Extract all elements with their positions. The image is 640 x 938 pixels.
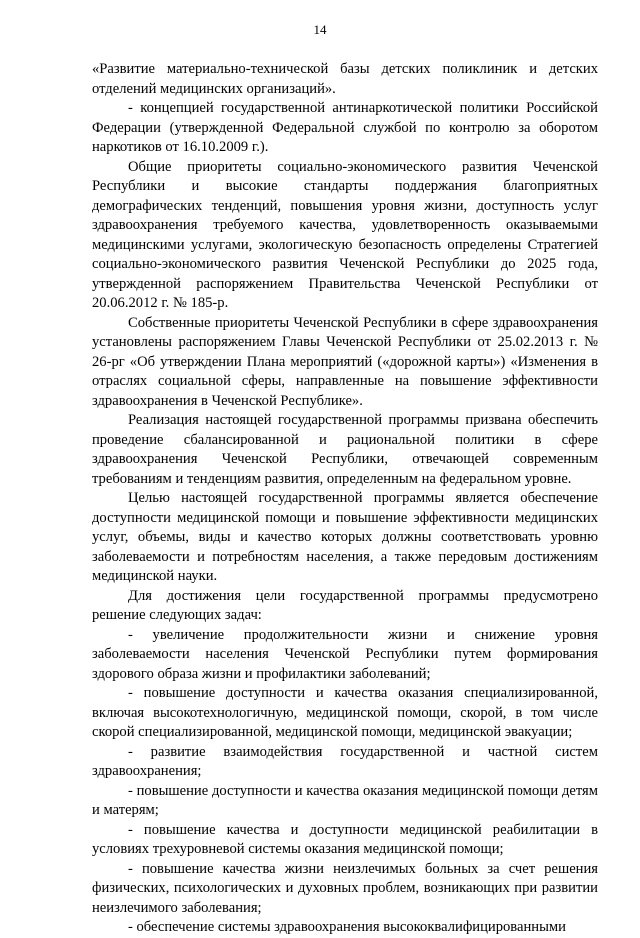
paragraph: Собственные приоритеты Чеченской Республики в сфере здравоохранения установлены распоряжением Главы Чеченской Республики от 25.02.2013 г. № 26-рг «Об утверждении Плана мероприятий («дорожной карты») «Изменения в отраслях социальной сферы, направленные на повышение эффективности здравоохранения в Чеченской Республике».	[92, 314, 598, 409]
paragraph: - повышение качества и доступности медицинской реабилитации в условиях трехуровневой системы оказания медицинской помощи;	[92, 821, 598, 857]
page-number: 14	[313, 22, 327, 37]
paragraph: «Развитие материально-технической базы детских поликлиник и детских отделений медицинских организаций».	[92, 61, 598, 97]
paragraph: - развитие взаимодействия государственной и частной систем здравоохранения;	[92, 743, 598, 779]
paragraph: - концепцией государственной антинаркотической политики Российской Федерации (утвержденной Федеральной службой по контролю за оборотом наркотиков от 16.10.2009 г.).	[92, 100, 598, 155]
body-text	[92, 60, 598, 938]
paragraph: - повышение доступности и качества оказания специализированной, включая высокотехнологичную, медицинской помощи, скорой, в том числе скорой специализированной, медицинской помощи, медицинской эвакуации;	[92, 685, 598, 740]
paragraph: Общие приоритеты социально-экономического развития Чеченской Республики и высокие стандарты поддержания благоприятных демографических тенденций, повышения уровня жизни, доступность услуг здравоохранения требуемого качества, удовлетворенность оказываемыми медицинскими услугами, экологическую безопасность определены Стратегией социально-экономического развития Чеченской Республики до 2025 года, утвержденной распоряжением Правительства Чеченской Республики от 20.06.2012 г. № 185-р.	[92, 158, 598, 311]
paragraph: Реализация настоящей государственной программы призвана обеспечить проведение сбалансированной и рациональной политики в сфере здравоохранения Чеченской Республики, отвечающей современным требованиям и тенденциям развития, определенным на федеральном уровне.	[92, 412, 598, 487]
paragraph: Целью настоящей государственной программы является обеспечение доступности медицинской помощи и повышение эффективности медицинских услуг, объемы, виды и качество которых должны соответствовать уровню заболеваемости и потребностям населения, а также передовым достижениям медицинской науки.	[92, 490, 598, 584]
paragraph: - повышение качества жизни неизлечимых больных за счет решения физических, психологических и духовных проблем, возникающих при развитии неизлечимого заболевания;	[92, 860, 598, 916]
paragraph: - увеличение продолжительности жизни и снижение уровня заболеваемости населения Чеченской Республики путем формирования здорового образа жизни и профилактики заболеваний;	[92, 626, 598, 682]
paragraph: - повышение доступности и качества оказания медицинской помощи детям и матерям;	[92, 782, 598, 818]
paragraph: - обеспечение системы здравоохранения высококвалифицированными	[128, 919, 566, 935]
paragraph: Для достижения цели государственной программы предусмотрено решение следующих задач:	[92, 587, 598, 623]
